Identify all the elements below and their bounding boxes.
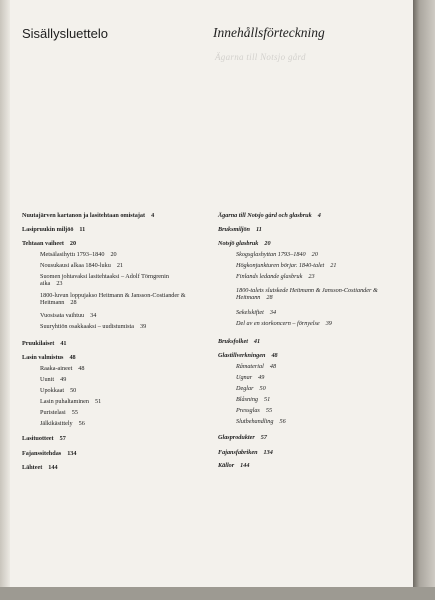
toc-entry (218, 407, 386, 414)
toc-entry-page: 20 (264, 240, 271, 247)
toc-entry (22, 376, 190, 383)
toc-entry (218, 262, 386, 269)
toc-entry-page: 134 (67, 450, 77, 457)
toc-entry (22, 365, 190, 372)
title-swedish: Innehållsförteckning (213, 25, 325, 40)
toc-entry-page: 34 (90, 312, 97, 319)
toc-entry-title: Råmaterial (236, 363, 264, 370)
bottom-edge (0, 587, 435, 600)
toc-entry-page: 51 (94, 398, 102, 405)
toc-entry-page: 57 (59, 435, 66, 442)
toc-entry-page: 50 (259, 385, 266, 392)
toc-entry-title: Skogsglashyttan 1793–1840 (236, 251, 306, 258)
toc-entry (22, 262, 190, 269)
toc-entry-page: 21 (330, 262, 337, 269)
toc-entry-page: 48 (269, 363, 277, 370)
toc-entry-page: 144 (240, 462, 250, 469)
toc-entry-title: 1800-luvun loppujakso Heitmann & Jansson-Costiander & Heitmann (40, 292, 186, 307)
toc-entry-title: Metsälasihyttı 1793–1840 (40, 251, 105, 258)
toc-entry-title: Ägarna till Notsjo gård och glasbruk (218, 212, 312, 219)
toc-entry-title: 1800-talets slutskede Heitmann & Jansson-Costiander & Heitmann (236, 287, 378, 302)
toc-entry-title: Tehtaan vaiheet (22, 240, 64, 247)
toc-entry (22, 340, 210, 347)
toc-entry (218, 212, 403, 219)
toc-entry (218, 226, 403, 233)
toc-entry-page: 28 (70, 299, 77, 307)
toc-entry (218, 449, 403, 456)
toc-finnish (22, 212, 210, 482)
toc-entry-page: 49 (60, 376, 67, 383)
toc-entry-page: 4 (151, 212, 155, 219)
toc-entry (218, 251, 386, 258)
toc-entry-title: Pressglas (236, 407, 260, 414)
toc-entry-page: 50 (70, 387, 77, 394)
toc-entry (22, 398, 190, 405)
toc-entry (218, 309, 386, 316)
toc-entry (22, 323, 190, 330)
toc-entry-title: Glastillverkningen (218, 352, 266, 359)
toc-entry (218, 287, 386, 302)
toc-entry (22, 273, 190, 288)
toc-entry-page: 28 (266, 294, 273, 302)
toc-entry-page: 48 (69, 354, 76, 361)
toc-entry-page: 144 (48, 464, 58, 471)
toc-entry (22, 450, 210, 457)
page-spine-shadow (0, 0, 10, 587)
toc-entry-page: 23 (308, 273, 315, 280)
toc-entry-page: 23 (56, 280, 63, 288)
toc-entry-page: 134 (263, 449, 273, 456)
toc-entry (22, 251, 190, 258)
toc-entry-title: Jälkikäsittely (40, 420, 73, 427)
title-finnish: Sisällysluettelo (22, 26, 108, 41)
toc-entry-title: Suuryhtiön osakkaaksi – uudistumista (40, 323, 135, 330)
toc-entry (22, 226, 210, 233)
toc-entry-title: Bruksmiljön (218, 226, 250, 233)
toc-entry-page: 20 (110, 251, 117, 258)
toc-entry-title: Lasituotteet (22, 435, 54, 442)
toc-entry-page: 11 (255, 226, 262, 233)
toc-entry (218, 385, 386, 392)
toc-entry (218, 352, 403, 359)
toc-entry-title: Källor (218, 462, 235, 469)
toc-entry (22, 435, 210, 442)
toc-entry (218, 338, 403, 345)
toc-entry-title: Deglar (236, 385, 254, 392)
toc-entry-title: Raaka-aineet (40, 365, 73, 372)
toc-entry-page: 48 (271, 352, 278, 359)
toc-entry-title: Lasin puhaltaminen (40, 398, 89, 405)
toc-entry (22, 464, 210, 471)
show-through-text: Ägarna till Notsjo gård (215, 52, 306, 62)
toc-entry-page: 51 (264, 396, 271, 403)
toc-entry (218, 434, 403, 441)
toc-entry-page: 20 (311, 251, 318, 258)
toc-entry-page: 34 (269, 309, 277, 316)
toc-entry (218, 363, 386, 370)
toc-entry-title: Bruksfolket (218, 338, 248, 345)
toc-entry-page: 55 (71, 409, 78, 416)
toc-entry-page: 21 (116, 262, 123, 269)
toc-entry-title: Nousukausi alkaa 1840-luku (40, 262, 111, 269)
toc-entry-title: Vuosisata vaihtuu (40, 312, 85, 319)
toc-entry-title: Notsjö glasbruk (218, 240, 259, 247)
toc-entry (218, 240, 403, 247)
toc-entry-page: 48 (78, 365, 85, 372)
toc-entry-title: Fajansfabriken (218, 449, 258, 456)
toc-entry-title: Slutbehandling (236, 418, 274, 425)
toc-entry (218, 273, 386, 280)
toc-entry-page: 41 (60, 340, 67, 347)
toc-entry-page: 20 (69, 240, 77, 247)
toc-entry-title: Lähteet (22, 464, 43, 471)
toc-entry-title: Fajanssitehdas (22, 450, 62, 457)
toc-entry (22, 420, 190, 427)
toc-entry-title: Högkonjunkturen börjar. 1840-talet (236, 262, 325, 269)
toc-entry-title: Del av en storkoncern – förnyelse (236, 320, 320, 327)
toc-entry (218, 374, 386, 381)
toc-entry-title: Upokkaat (40, 387, 65, 394)
toc-entry (218, 418, 386, 425)
page-edge (413, 0, 435, 600)
toc-entry (218, 396, 386, 403)
toc-entry-title: Glasprodukter (218, 434, 255, 441)
toc-entry-page: 55 (265, 407, 273, 414)
toc-entry-title: Suomen johtavaksi lasitehtaaksi – Adolf Törngrenin aika (40, 273, 169, 288)
toc-entry-title: Pruukilaiset (22, 340, 55, 347)
toc-entry-page: 41 (253, 338, 261, 345)
toc-entry-title: Finlands ledande glasbruk (236, 273, 303, 280)
toc-entry-page: 11 (79, 226, 86, 233)
toc-entry-page: 49 (258, 374, 265, 381)
toc-entry-page: 39 (325, 320, 332, 327)
toc-entry-title: Sekelskiftet (236, 309, 264, 316)
toc-entry (218, 320, 386, 327)
toc-entry-title: Lasin valmistus (22, 354, 64, 361)
toc-entry-title: Ugnar (236, 374, 253, 381)
toc-entry-title: Uunit (40, 376, 55, 383)
toc-entry-page: 56 (78, 420, 85, 427)
toc-entry (22, 387, 190, 394)
toc-entry-page: 39 (140, 323, 147, 330)
toc-entry (218, 462, 403, 469)
toc-entry (22, 409, 190, 416)
toc-entry (22, 292, 190, 307)
toc-entry-page: 56 (279, 418, 286, 425)
toc-entry-title: Puristelasi (40, 409, 66, 416)
toc-entry (22, 240, 210, 247)
toc-entry-page: 57 (260, 434, 267, 441)
toc-entry-page: 4 (317, 212, 321, 219)
toc-entry (22, 354, 210, 361)
toc-swedish (218, 212, 403, 482)
toc-entry-title: Nuutajärven kartanon ja lasitehtaan omistajat (22, 212, 146, 219)
toc-entry (22, 312, 190, 319)
toc-entry-title: Lasipruukin miljöö (22, 226, 74, 233)
toc-entry-title: Blåsning (236, 396, 259, 403)
toc-entry (22, 212, 210, 219)
